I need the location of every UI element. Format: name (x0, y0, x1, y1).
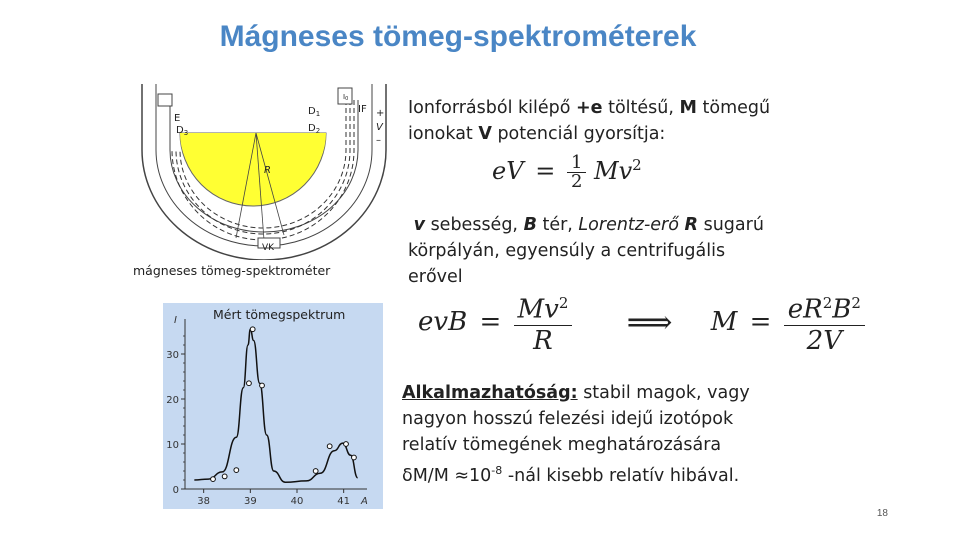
application-text: Alkalmazhatóság: stabil magok, vagy nagyon hosszú felezési idejű izotópok relatív tömegének meghatározására $\delta M/M \approx 10^{-8}$ -nál kisebb relatív hibával. (402, 383, 750, 486)
data-point (247, 381, 252, 386)
data-point (327, 444, 332, 449)
data-point (344, 442, 349, 447)
svg-text:+: + (376, 108, 385, 119)
y-tick-label: 30 (166, 350, 179, 361)
spectrometer-diagram (136, 80, 394, 260)
y-axis-label: I (174, 315, 177, 326)
y-tick-label: 0 (172, 485, 179, 496)
data-point (234, 468, 239, 473)
svg-text:V: V (376, 122, 383, 133)
x-axis-label: A (361, 496, 368, 507)
data-point (222, 474, 227, 479)
data-point (260, 383, 265, 388)
x-tick-label: 40 (290, 496, 304, 507)
svg-text:D3: $D_3$ (176, 125, 189, 137)
svg-text:R: R (264, 165, 271, 176)
label-e: E (174, 113, 181, 124)
chart-background (163, 303, 383, 509)
y-tick-label: 10 (166, 440, 179, 451)
svg-text:D1: $D_1$ (308, 106, 321, 118)
page-title: Mágneses tömeg-spektrométerek (219, 20, 697, 53)
data-point (250, 327, 255, 332)
svg-text:D2: $D_2$ (308, 123, 321, 135)
diagram-caption: mágneses tömeg-spektrométer (133, 263, 331, 278)
lorentz-formula: evB = $\frac{Mv^2}{R}$ ⟹ M = $\frac{eR^2B^2}{2V}$ (418, 288, 865, 356)
intro-text: Ionforrásból kilépő +e töltésű, M tömegű ionokat V potenciál gyorsítja: (408, 98, 771, 144)
x-tick-label: 39 (243, 496, 257, 507)
x-tick-label: 38 (197, 496, 211, 507)
x-tick-label: 41 (337, 496, 351, 507)
y-tick-label: 20 (166, 395, 179, 406)
svg-text:I0: I0 (343, 93, 349, 102)
chart-title: Mért tömegspektrum (213, 307, 346, 322)
svg-text:VK: VK (262, 243, 275, 253)
lorentz-text: v sebesség, B tér, Lorentz-erő R sugarú körpályán, egyensúly a centrifugális erővel (408, 215, 764, 287)
svg-text:–: – (376, 135, 381, 146)
data-point (313, 469, 318, 474)
data-point (211, 477, 216, 482)
data-point (352, 455, 357, 460)
page-number: 18 (876, 508, 888, 519)
mass-spectrum-chart (163, 303, 383, 509)
svg-text:IF: IF (358, 104, 367, 115)
energy-formula: eV = $\frac{1}{2}$ Mv$^2$ (492, 152, 642, 192)
